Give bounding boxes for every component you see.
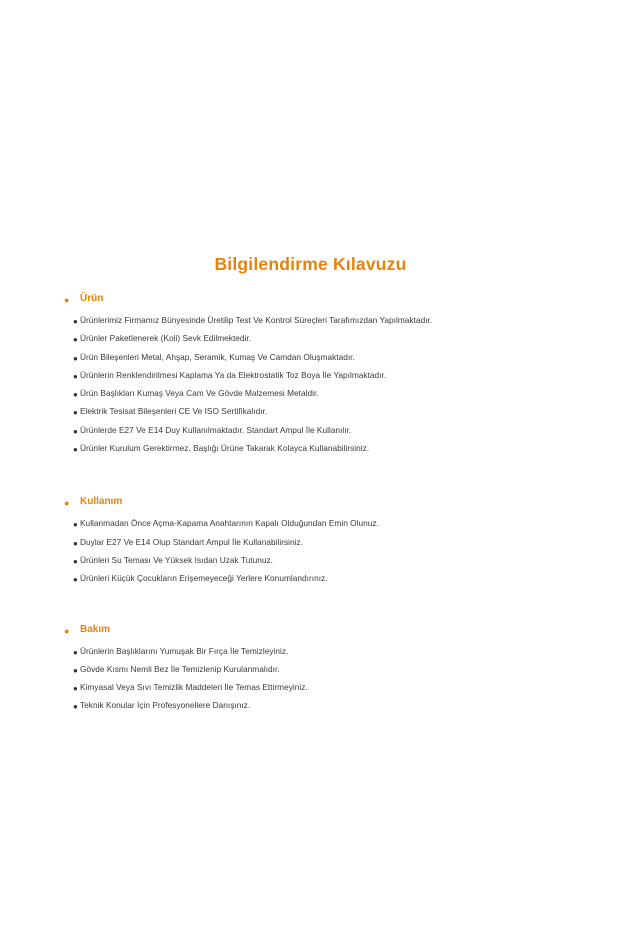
list-item-text: Ürün Bileşenleri Metal, Ahşap, Seramik, Kumaş Ve Camdan Oluşmaktadır. [80,351,355,362]
bullet-icon: ● [73,408,78,418]
list-item [64,442,564,456]
section-bakim [64,623,564,714]
bullet-icon: ● [73,665,78,675]
list-item-text: Elektrik Tesisat Bileşenleri CE Ve ISO Sertifikalıdır. [80,406,268,417]
bullet-icon: ● [64,498,70,509]
bullet-icon: ● [73,556,78,566]
page-title: Bilgilendirme Kılavuzu [214,254,407,274]
list-item [64,699,564,713]
list-item-text: Gövde Kısmı Nemli Bez İle Temizlenip Kurulanmalıdır. [80,663,280,674]
bullet-icon: ● [73,445,78,455]
list-item [64,663,564,677]
list-item-text: Ürünlerde E27 Ve E14 Duy Kullanılmaktadır. Standart Ampul İle Kullanılır. [80,424,352,435]
list-item-text: Ürünler Paketlenerek (Koli) Sevk Edilmektedir. [80,333,252,344]
list-bakim [64,645,564,714]
bullet-icon: ● [64,295,70,305]
bullet-icon: ● [73,335,78,345]
list-item-text: Ürünlerin Renklendirilmesi Kaplama Ya da Elektrostatik Toz Boya İle Yapılmaktadır. [80,369,387,380]
bullet-icon: ● [73,684,78,694]
bullet-icon: ● [73,647,78,657]
list-item-text: Ürünler Kurulum Gerektirmez. Başlığı Ürüne Takarak Kolayca Kullanabilirsiniz. [80,443,370,454]
bullet-icon: ● [73,426,78,436]
list-item [64,405,564,419]
list-item-text: Duylar E27 Ve E14 Olup Standart Ampul İle Kullanabilirsiniz. [80,536,304,547]
bullet-icon: ● [73,520,78,530]
list-item-text: Ürünlerin Başlıklarını Yumuşak Bir Fırça İle Temizleyiniz. [80,645,289,656]
list-urun [64,314,564,456]
list-item [64,351,564,365]
section-spacer [64,591,564,623]
section-heading-label: Bakım [80,623,111,635]
section-urun [64,292,564,456]
list-item-text: Ürünleri Su Teması Ve Yüksek Isıdan Uzak Tutunuz. [80,554,273,565]
list-item [64,387,564,401]
list-item [64,517,564,531]
list-item [64,369,564,383]
list-item [64,314,564,328]
section-spacer [64,460,564,495]
list-item-text: Kimyasal Veya Sıvı Temizlik Maddeleri İle Temas Ettirmeyiniz. [80,682,308,693]
bullet-icon: ● [73,390,78,400]
list-kullanim [64,517,564,586]
section-heading-label: Kullanım [80,496,123,508]
list-item [64,332,564,346]
bullet-icon: ● [64,625,70,636]
list-item [64,424,564,438]
list-item [64,681,564,695]
list-item-text: Kullanmadan Önce Açma-Kapama Anahtarının Kapalı Olduğundan Emin Olunuz. [80,518,379,529]
bullet-icon: ● [73,371,78,381]
section-heading-urun [64,292,564,307]
list-item [64,536,564,550]
list-item [64,645,564,659]
document-content [64,292,564,718]
list-item-text: Ürünleri Küçük Çocukların Erişemeyeceği Yerlere Konumlandırınız. [80,573,328,584]
bullet-icon: ● [73,702,78,712]
list-item [64,572,564,586]
section-heading-bakim [64,623,564,638]
section-heading-kullanim [64,495,564,510]
section-kullanim [64,495,564,586]
bullet-icon: ● [73,575,78,585]
bullet-icon: ● [73,538,78,548]
list-item-text: Ürün Başlıkları Kumaş Veya Cam Ve Gövde Malzemesi Metaldir. [80,388,319,399]
bullet-icon: ● [73,353,78,363]
list-item-text: Ürünlerimiz Firmamız Bünyesinde Üretilip Test Ve Kontrol Süreçleri Tarafımızdan Yapılmaktadır. [80,315,433,325]
list-item [64,554,564,568]
list-item-text: Teknik Konular İçin Profesyonellere Danışınız. [80,700,251,711]
bullet-icon: ● [73,317,78,326]
section-heading-label: Ürün [80,293,104,304]
